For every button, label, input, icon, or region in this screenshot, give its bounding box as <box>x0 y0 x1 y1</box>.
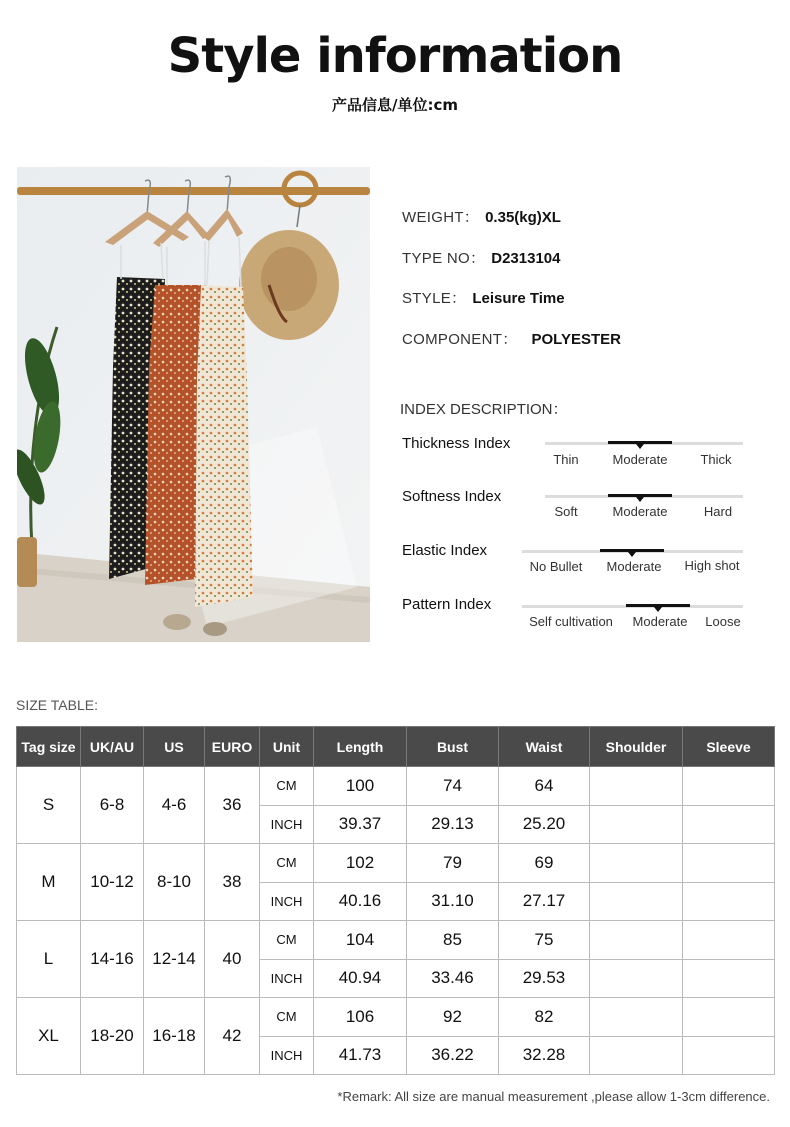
attr-component <box>402 328 621 349</box>
length-cell: 41.73 <box>314 1036 407 1075</box>
size-table <box>16 726 775 1075</box>
unit-cell: CM <box>260 921 314 960</box>
index-description-title: INDEX DESCRIPTION： <box>400 401 568 418</box>
length-cell: 39.37 <box>314 805 407 844</box>
attr-component-key: COMPONENT： <box>402 331 518 348</box>
attr-component-value: POLYESTER <box>531 331 621 348</box>
header-waist: Waist <box>499 727 590 767</box>
header-bust: Bust <box>407 727 499 767</box>
softness-option-hard: Hard <box>703 504 733 519</box>
elastic-option-no-bullet: No Bullet <box>529 559 583 574</box>
unit-cell: CM <box>260 844 314 883</box>
elastic-option-high-shot: High shot <box>684 558 740 573</box>
page-title: Style information <box>167 28 623 84</box>
thickness-index-label: Thickness Index <box>402 435 511 452</box>
header-euro: EURO <box>205 727 260 767</box>
sleeve-cell <box>683 959 775 998</box>
size-tag: M <box>17 844 81 921</box>
waist-cell: 27.17 <box>499 882 590 921</box>
length-cell: 100 <box>314 767 407 806</box>
unit-cell: CM <box>260 767 314 806</box>
pattern-option-moderate: Moderate <box>632 614 688 629</box>
size-euro: 38 <box>205 844 260 921</box>
waist-cell: 69 <box>499 844 590 883</box>
length-cell: 104 <box>314 921 407 960</box>
attr-type-no <box>402 247 560 268</box>
size-us: 16-18 <box>144 998 205 1075</box>
attr-weight-key: WEIGHT： <box>402 209 480 226</box>
elastic-index-label: Elastic Index <box>402 542 488 559</box>
size-uk-au: 18-20 <box>81 998 144 1075</box>
shoulder-cell <box>590 998 683 1037</box>
bust-cell: 74 <box>407 767 499 806</box>
thickness-option-moderate: Moderate <box>612 452 668 467</box>
waist-cell: 29.53 <box>499 959 590 998</box>
size-table-caption: SIZE TABLE: <box>16 697 98 713</box>
waist-cell: 25.20 <box>499 805 590 844</box>
length-cell: 106 <box>314 998 407 1037</box>
bust-cell: 85 <box>407 921 499 960</box>
header-length: Length <box>314 727 407 767</box>
shoulder-cell <box>590 882 683 921</box>
size-euro: 36 <box>205 767 260 844</box>
shoulder-cell <box>590 844 683 883</box>
size-us: 8-10 <box>144 844 205 921</box>
header-sleeve: Sleeve <box>683 727 775 767</box>
waist-cell: 75 <box>499 921 590 960</box>
bust-cell: 31.10 <box>407 882 499 921</box>
sleeve-cell <box>683 1036 775 1075</box>
sleeve-cell <box>683 882 775 921</box>
product-photo <box>17 167 370 642</box>
size-table-header <box>17 727 775 767</box>
size-tag: XL <box>17 998 81 1075</box>
shoulder-cell <box>590 767 683 806</box>
size-uk-au: 14-16 <box>81 921 144 998</box>
bust-cell: 33.46 <box>407 959 499 998</box>
header-uk-au: UK/AU <box>81 727 144 767</box>
softness-pointer-icon <box>636 497 644 502</box>
size-euro: 42 <box>205 998 260 1075</box>
waist-cell: 32.28 <box>499 1036 590 1075</box>
softness-option-soft: Soft <box>554 504 578 519</box>
bust-cell: 29.13 <box>407 805 499 844</box>
table-row <box>17 767 775 806</box>
size-us: 4-6 <box>144 767 205 844</box>
sleeve-cell <box>683 921 775 960</box>
thickness-option-thin: Thin <box>553 452 579 467</box>
unit-cell: INCH <box>260 882 314 921</box>
pattern-index-label: Pattern Index <box>402 596 492 613</box>
header-unit: Unit <box>260 727 314 767</box>
unit-cell: INCH <box>260 959 314 998</box>
thickness-option-thick: Thick <box>700 452 732 467</box>
sleeve-cell <box>683 767 775 806</box>
thickness-pointer-icon <box>636 444 644 449</box>
shoulder-cell <box>590 959 683 998</box>
pattern-option-loose: Loose <box>705 614 741 629</box>
page-subtitle: 产品信息/单位:cm <box>332 96 458 114</box>
attr-weight <box>402 206 561 227</box>
unit-cell: INCH <box>260 805 314 844</box>
elastic-pointer-icon <box>628 552 636 557</box>
waist-cell: 82 <box>499 998 590 1037</box>
table-row <box>17 998 775 1037</box>
attr-style <box>402 287 565 308</box>
bust-cell: 36.22 <box>407 1036 499 1075</box>
attr-type-no-value: D2313104 <box>491 250 561 267</box>
shoulder-cell <box>590 921 683 960</box>
softness-index-label: Softness Index <box>402 488 502 505</box>
waist-cell: 64 <box>499 767 590 806</box>
size-tag: S <box>17 767 81 844</box>
size-us: 12-14 <box>144 921 205 998</box>
sleeve-cell <box>683 998 775 1037</box>
length-cell: 102 <box>314 844 407 883</box>
softness-option-moderate: Moderate <box>612 504 668 519</box>
length-cell: 40.16 <box>314 882 407 921</box>
pattern-pointer-icon <box>654 607 662 612</box>
elastic-option-moderate: Moderate <box>606 559 662 574</box>
unit-cell: CM <box>260 998 314 1037</box>
table-row <box>17 844 775 883</box>
header-shoulder: Shoulder <box>590 727 683 767</box>
size-tag: L <box>17 921 81 998</box>
header-tag-size: Tag size <box>17 727 81 767</box>
attr-style-key: STYLE： <box>402 290 467 307</box>
length-cell: 40.94 <box>314 959 407 998</box>
bust-cell: 79 <box>407 844 499 883</box>
shoulder-cell <box>590 805 683 844</box>
table-row <box>17 921 775 960</box>
size-remark: *Remark: All size are manual measurement ,please allow 1-3cm difference. <box>337 1089 770 1104</box>
bust-cell: 92 <box>407 998 499 1037</box>
size-euro: 40 <box>205 921 260 998</box>
size-uk-au: 6-8 <box>81 767 144 844</box>
sleeve-cell <box>683 805 775 844</box>
pattern-option-self-cultivation: Self cultivation <box>529 614 613 629</box>
attr-type-no-key: TYPE NO： <box>402 250 486 267</box>
sleeve-cell <box>683 844 775 883</box>
attr-style-value: Leisure Time <box>472 290 565 307</box>
size-uk-au: 10-12 <box>81 844 144 921</box>
attr-weight-value: 0.35(kg)XL <box>485 209 561 226</box>
unit-cell: INCH <box>260 1036 314 1075</box>
header-us: US <box>144 727 205 767</box>
shoulder-cell <box>590 1036 683 1075</box>
